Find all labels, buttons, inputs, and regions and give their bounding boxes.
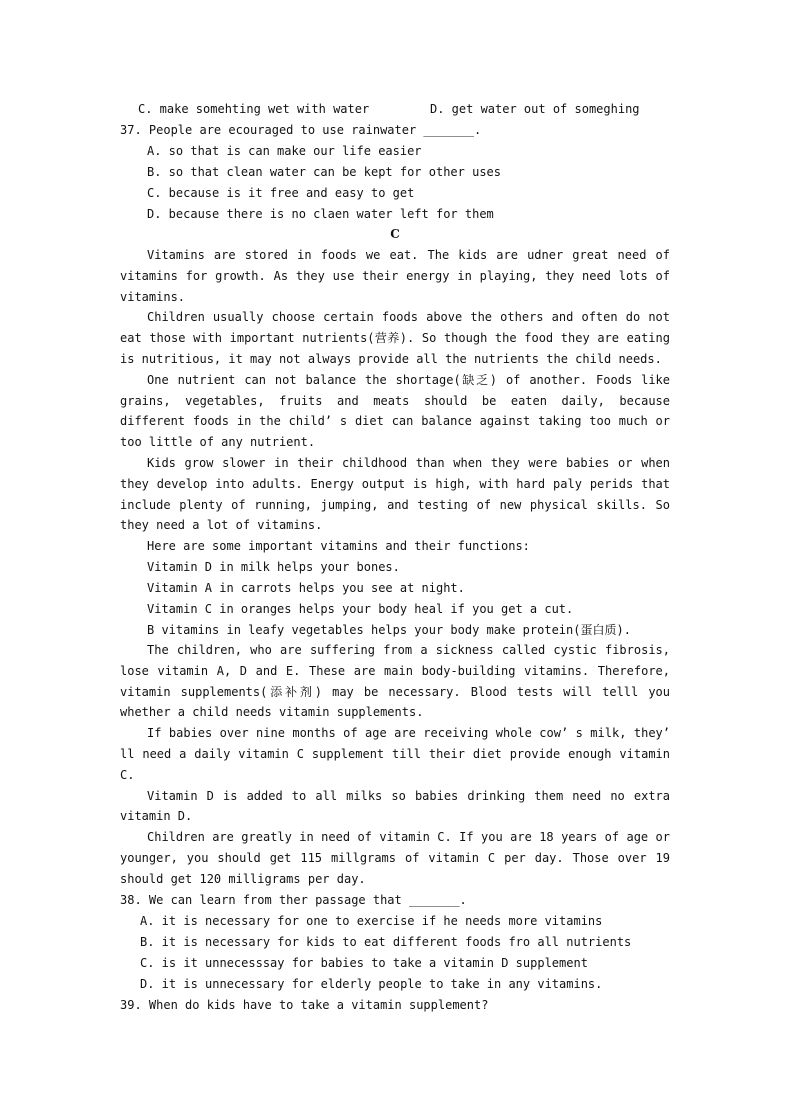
passage-paragraph: Children usually choose certain foods above the others and often do not eat those with important nutrients(营养). So though the food they are eating is nutritious, it may not always provide all the nutrients the child needs.	[120, 310, 670, 366]
question-38-stem: 38. We can learn from ther passage that _______.	[120, 893, 467, 907]
question-39-stem: 39. When do kids have to take a vitamin supplement?	[120, 998, 489, 1012]
vitamin-line: Vitamin A in carrots helps you see at night.	[147, 581, 465, 595]
question-37-option-a: A. so that is can make our life easier	[147, 144, 422, 158]
question-37-stem: 37. People are ecouraged to use rainwater _______.	[120, 123, 482, 137]
question-37-option-d: D. because there is no claen water left for them	[147, 207, 494, 221]
passage-paragraph: The children, who are suffering from a sickness called cystic fibrosis, lose vitamin A, D and E. These are main body-building vitamins. Therefore, vitamin supplements(添补剂) may be necessary. Blood tests will telll you whether a child needs vitamin supplements.	[120, 643, 670, 720]
question-38-option-c: C. is it unnecesssay for babies to take a vitamin D supplement	[140, 956, 588, 970]
passage-paragraph: If babies over nine months of age are receiving whole cow’ s milk, they’ ll need a daily vitamin C supplement till their diet provide enough vitamin C.	[120, 726, 670, 782]
question-38-option-d: D. it is unnecessary for elderly people to take in any vitamins.	[140, 977, 603, 991]
passage-block-1	[120, 245, 670, 536]
question-38-option-a: A. it is necessary for one to exercise if he needs more vitamins	[140, 914, 603, 928]
vitamin-line: Vitamin C in oranges helps your body heal if you get a cut.	[147, 602, 574, 616]
vitamin-line: B vitamins in leafy vegetables helps your body make protein(蛋白质).	[147, 623, 631, 637]
passage-paragraph: Vitamin D is added to all milks so babies drinking them need no extra vitamin D.	[120, 788, 670, 824]
section-title: C	[390, 227, 400, 241]
option-d-prev: D. get water out of someghing	[430, 102, 640, 116]
passage-paragraph: Vitamins are stored in foods we eat. The kids are udner great need of vitamins for growth. As they use their energy in playing, they need lots of vitamins.	[120, 248, 670, 304]
option-c-prev: C. make somehting wet with water	[138, 102, 370, 116]
passage-block-2	[120, 640, 670, 890]
passage-paragraph: Children are greatly in need of vitamin C. If you are 18 years of age or younger, you should get 115 millgrams of vitamin C per day. Those over 19 should get 120 milligrams per day.	[120, 830, 670, 886]
vitamin-intro-line: Here are some important vitamins and their functions:	[147, 539, 530, 553]
question-37-option-b: B. so that clean water can be kept for other uses	[147, 165, 502, 179]
question-38-option-b: B. it is necessary for kids to eat different foods fro all nutrients	[140, 935, 632, 949]
question-37-option-c: C. because is it free and easy to get	[147, 186, 415, 200]
passage-paragraph: Kids grow slower in their childhood than when they were babies or when they develop into adults. Energy output is high, with hard paly perids that include plenty of running, jumping, and testing of new physical skills. So they need a lot of vitamins.	[120, 455, 670, 533]
vitamin-line: Vitamin D in milk helps your bones.	[147, 560, 400, 574]
passage-paragraph: One nutrient can not balance the shortage(缺乏) of another. Foods like grains, vegetables, fruits and meats should be eaten daily, because different foods in the child’ s diet can balance against taking too much or too little of any nutrient.	[120, 372, 670, 450]
